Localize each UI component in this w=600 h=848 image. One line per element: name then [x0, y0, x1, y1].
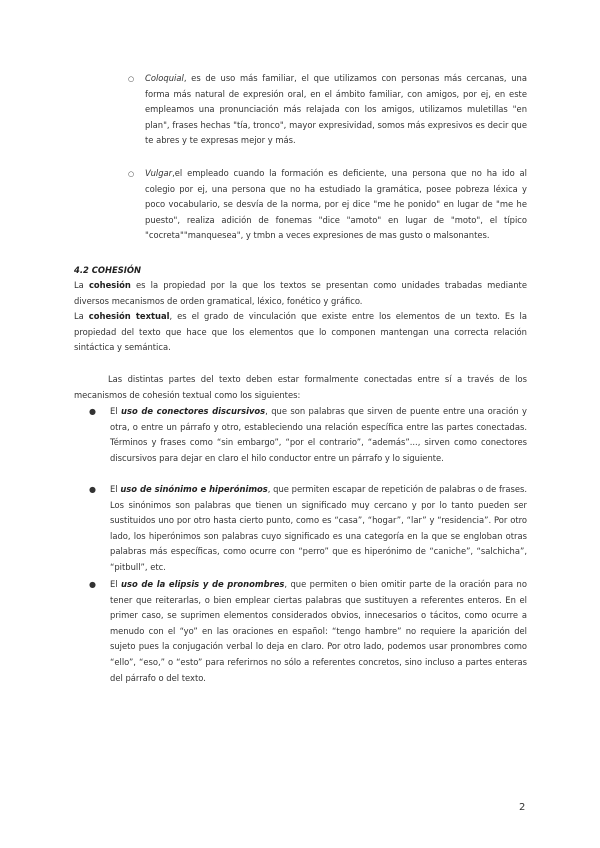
list-item-term: uso de conectores discursivos [121, 406, 266, 416]
definition-text: es la propiedad por la que los textos se presentan como unidades trabadas mediante diversos mecanismos de orden gramatical, léxico, fonético y gráfico. [74, 280, 527, 306]
sub-item-vulgar [145, 166, 527, 244]
definition-prefix: La [74, 280, 89, 290]
sub-item-term: Coloquial [145, 73, 184, 83]
intro-paragraph: Las distintas partes del texto deben estar formalmente conectadas entre sí a través de los mecanismos de cohesión textual como los siguientes: [74, 374, 527, 400]
list-item-elipsis [110, 577, 527, 686]
list-item-text: , que permiten o bien omitir parte de la oración para no tener que reiterarlas, o bien emplear ciertas palabras que sustituyen a referentes enteros. En el primer caso, se suprimen elementos considerados obvios, innecesarios o tácitos, como ocurre a menudo con el “yo” en las oraciones en español: “tengo hambre” no requiere la aparición del sujeto pues la conjugación verbal lo deja en claro. Por otro lado, podemos usar pronombres como “ello”, “eso,” o “esto” para referirnos no sólo a referentes concretos, sino incluso a partes enteras del párrafo o del texto. [110, 579, 527, 683]
page-number: 2 [519, 802, 526, 813]
list-item-sinonimos [110, 482, 527, 576]
sub-item-text: ,el empleado cuando la formación es deficiente, una persona que no ha ido al colegio por ej, una persona que no ha estudiado la gramática, posee pobreza léxica y poco vocabulario, se desvía de la norma, por ej dice "me he ponido" en lugar de "me he puesto", realiza adición de fonemas "dice "amoto" en lugar de "moto", el típico "cocreta""manquesea", y tmbn a veces expresiones de mas gusto o malsonantes. [145, 168, 527, 241]
section-heading: 4.2 COHESIÓN [74, 265, 142, 275]
list-item-text: , que son palabras que sirven de puente entre una oración y otra, o entre un párrafo y otro, estableciendo una relación específica entre las partes conectadas. Términos y frases como “sin embargo”, “por el contrario”, “además”..., sirven como conectores discursivos para dejar en claro el hilo conductor entre un párrafo y lo siguiente. [110, 406, 528, 463]
definition-term: cohesión [88, 280, 131, 290]
list-item-prefix: El [110, 484, 121, 494]
definition-term: cohesión textual [88, 311, 170, 321]
definition-cohesion [74, 278, 527, 309]
sub-item-text: , es de uso más familiar, el que utilizamos con personas más cercanas, una forma más natural de expresión oral, en el ámbito familiar, con amigos, por ej, en este empleamos una pronunciación más relajada con los amigos, utilizamos muletillas "en plan", frases hechas "tía, tronco", mayor expresividad, somos más expresivos es decir que te abres y te expresas mejor y más. [145, 73, 527, 146]
hollow-bullet-icon: ○ [128, 170, 135, 178]
list-item-term: uso de sinónimo e hiperónimos [120, 484, 268, 494]
list-item-prefix: El [110, 579, 122, 589]
definition-text: , es el grado de vinculación que existe entre los elementos de un texto. Es la propiedad del texto que hace que los elementos que lo componen mantengan una correcta relación sintáctica y semántica. [74, 311, 527, 353]
list-item-text: , que permiten escapar de repetición de palabras o de frases. Los sinónimos son palabras que tienen un significado muy cercano y por lo tanto pueden ser sustituidos uno por otro hasta cierto punto, como es “casa”, “hogar”, “lar” y “residencia”. Por otro lado, los hiperónimos son palabras cuyo significado es una categoría en la que se engloban otras palabras más específicas, como ocurre con “perro” que es hiperónimo de “caniche”, “salchicha”, “pitbull”, etc. [110, 484, 528, 572]
list-item-conectores [110, 404, 527, 466]
list-item-prefix: El [110, 406, 122, 416]
sub-item-term: Vulgar [145, 168, 173, 178]
hollow-bullet-icon: ○ [128, 75, 135, 83]
bullet-icon: ● [89, 580, 96, 589]
list-item-term: uso de la elipsis y de pronombres [121, 579, 285, 589]
sub-item-coloquial [145, 71, 527, 149]
bullet-icon: ● [89, 485, 96, 494]
definition-cohesion-textual [74, 309, 527, 356]
definition-prefix: La [74, 311, 89, 321]
bullet-icon: ● [89, 407, 96, 416]
